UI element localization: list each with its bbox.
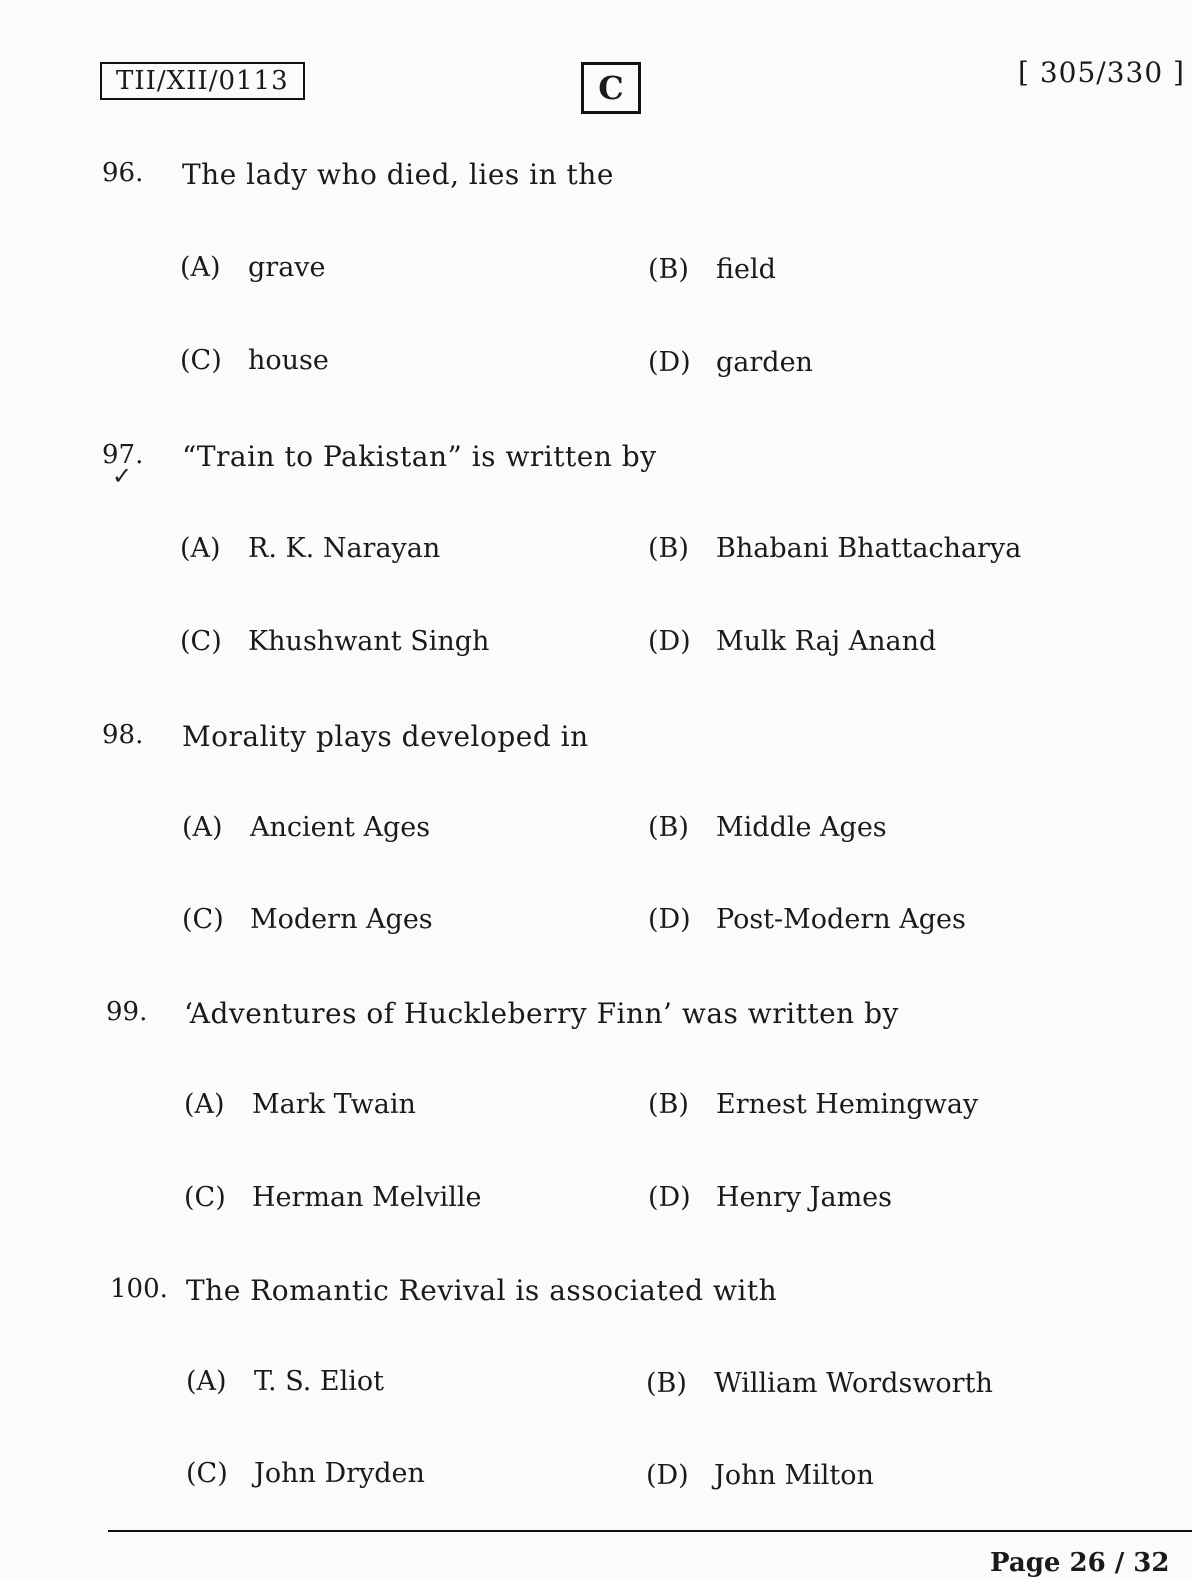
option-a <box>180 533 440 564</box>
option-label: (A) <box>186 1366 227 1397</box>
option-label: (D) <box>648 904 691 935</box>
option-d <box>646 1460 874 1491</box>
option-d <box>648 1182 892 1213</box>
option-text: house <box>248 345 329 376</box>
option-label: (B) <box>648 1089 689 1120</box>
option-text: Mulk Raj Anand <box>716 626 937 657</box>
option-d <box>648 626 936 657</box>
question-text: Morality plays developed in <box>182 720 589 753</box>
page-range: [ 305/330 ] <box>1018 56 1185 89</box>
option-c <box>184 1182 482 1213</box>
option-a <box>182 812 430 843</box>
option-text: Herman Melville <box>252 1182 482 1213</box>
option-text: William Wordsworth <box>714 1368 993 1399</box>
option-c <box>186 1458 425 1489</box>
option-label: (C) <box>180 345 222 376</box>
question-text: “Train to Pakistan” is written by <box>182 440 657 473</box>
option-b <box>648 254 776 285</box>
option-label: (A) <box>182 812 223 843</box>
option-text: Post-Modern Ages <box>716 904 966 935</box>
option-c <box>182 904 433 935</box>
option-label: (B) <box>648 812 689 843</box>
question-text: The lady who died, lies in the <box>182 158 614 191</box>
option-label: (B) <box>648 254 689 285</box>
option-text: Ancient Ages <box>250 812 431 843</box>
option-label: (D) <box>646 1460 689 1491</box>
option-text: Modern Ages <box>250 904 433 935</box>
option-text: Henry James <box>716 1182 893 1213</box>
option-text: John Milton <box>714 1460 874 1491</box>
option-text: Ernest Hemingway <box>716 1089 979 1120</box>
option-label: (C) <box>184 1182 226 1213</box>
option-b <box>648 1089 978 1120</box>
option-text: T. S. Eliot <box>254 1366 384 1397</box>
option-b <box>646 1368 993 1399</box>
question-number: 98. <box>102 720 144 750</box>
option-text: R. K. Narayan <box>248 533 441 564</box>
option-label: (D) <box>648 347 691 378</box>
option-label: (A) <box>180 533 221 564</box>
footer-divider <box>108 1530 1192 1532</box>
option-text: field <box>716 254 776 285</box>
option-text: Khushwant Singh <box>248 626 490 657</box>
option-text: garden <box>716 347 813 378</box>
option-label: (C) <box>180 626 222 657</box>
tick-mark-icon: ✓ <box>112 462 133 490</box>
question-text: The Romantic Revival is associated with <box>186 1274 778 1307</box>
option-label: (A) <box>184 1089 225 1120</box>
option-a <box>186 1366 384 1397</box>
option-c <box>180 345 329 376</box>
question-number: 100. <box>110 1274 168 1304</box>
set-badge: C <box>581 62 641 114</box>
option-label: (C) <box>182 904 224 935</box>
option-a <box>180 252 326 283</box>
header-code: TII/XII/0113 <box>100 62 305 100</box>
option-a <box>184 1089 416 1120</box>
option-text: grave <box>248 252 326 283</box>
option-label: (D) <box>648 1182 691 1213</box>
option-b <box>648 533 1021 564</box>
page-number: Page 26 / 32 <box>990 1548 1170 1578</box>
option-text: Mark Twain <box>252 1089 416 1120</box>
option-label: (A) <box>180 252 221 283</box>
option-label: (B) <box>646 1368 687 1399</box>
option-text: Middle Ages <box>716 812 887 843</box>
question-number: 97. <box>102 440 144 470</box>
option-label: (C) <box>186 1458 228 1489</box>
option-text: Bhabani Bhattacharya <box>716 533 1022 564</box>
option-b <box>648 812 887 843</box>
option-label: (D) <box>648 626 691 657</box>
question-number: 96. <box>102 158 144 188</box>
option-text: John Dryden <box>254 1458 425 1489</box>
question-number: 99. <box>106 997 148 1027</box>
question-text: ‘Adventures of Huckleberry Finn’ was written by <box>184 997 899 1030</box>
option-d <box>648 347 813 378</box>
option-label: (B) <box>648 533 689 564</box>
option-d <box>648 904 966 935</box>
option-c <box>180 626 489 657</box>
